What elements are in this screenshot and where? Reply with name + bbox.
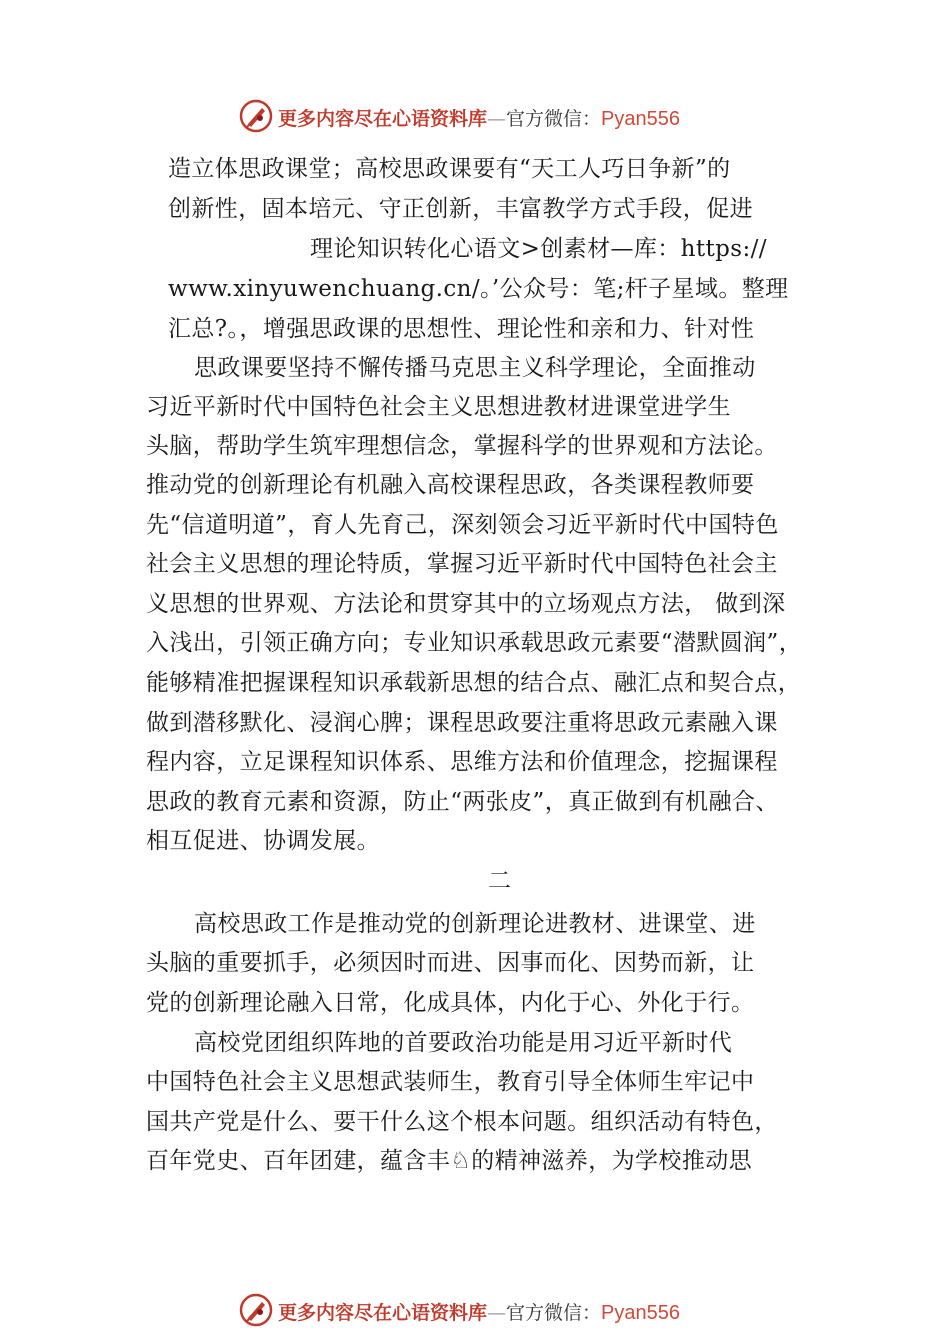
text-line: 党的创新理论融入日常，化成具体，内化于心、外化于行。 — [146, 990, 755, 1016]
text-line: 入浅出，引领正确方向；专业知识承载思政元素要“潜默圆润”， — [146, 630, 803, 656]
text-line: 习近平新时代中国特色社会主义思想进教材进课堂进学生 — [146, 394, 731, 420]
text-line: 高校思政工作是推动党的创新理论进教材、进课堂、进 — [194, 911, 756, 937]
text-line: 程内容，立足课程知识体系、思维方法和价值理念，挖掘课程 — [146, 749, 778, 775]
text-line: 义思想的世界观、方法论和贯穿其中的立场观点方法， 做到深 — [146, 591, 786, 617]
text-line: 理论知识转化心语文>创素材—库：https:// — [310, 236, 767, 262]
banner-text: 更多内容尽在心语资料库—官方微信：Pyan556 — [278, 1302, 680, 1324]
text-line: 百年党史、百年团建，蕴含丰♘的精神滋养，为学校推动思 — [146, 1148, 753, 1174]
text-line: 思政课要坚持不懈传播马克思主义科学理论，全面推动 — [194, 355, 756, 381]
banner-text: 更多内容尽在心语资料库—官方微信：Pyan556 — [278, 108, 680, 130]
text-line: 高校党团组织阵地的首要政治功能是用习近平新时代 — [194, 1030, 733, 1056]
header-banner — [0, 96, 950, 136]
text-line: 能够精准把握课程知识承载新思想的结合点、融汇点和契合点， — [146, 670, 802, 696]
text-line: 思政的教育元素和资源，防止“两张皮”，真正做到有机融合、 — [146, 789, 779, 815]
text-line: 做到潜移默化、浸润心脾；课程思政要注重将思政元素融入课 — [146, 710, 778, 736]
text-line: www.xinyuwenchuang.cn/。’公众号：笔;杆子星域。整理 — [168, 276, 789, 302]
section-heading: 二 — [488, 868, 511, 894]
text-line: 社会主义思想的理论特质，掌握习近平新时代中国特色社会主 — [146, 551, 778, 577]
text-line: 造立体思政课堂；高校思政课要有“天工人巧日争新”的 — [168, 156, 731, 182]
text-line: 头脑的重要抓手，必须因时而进、因事而化、因势而新，让 — [146, 950, 755, 976]
text-line: 相互促进、协调发展。 — [146, 828, 380, 854]
text-line: 中国特色社会主义思想武装师生，教育引导全体师生牢记中 — [146, 1069, 755, 1095]
text-line: 头脑，帮助学生筑牢理想信念，掌握科学的世界观和方法论。 — [146, 433, 778, 459]
text-line: 创新性，固本培元、守正创新，丰富教学方式手段，促进 — [168, 196, 753, 222]
text-line: 国共产党是什么、要干什么这个根本问题。组织活动有特色， — [146, 1109, 778, 1135]
text-line: 汇总?。，增强思政课的思想性、理论性和亲和力、针对性 — [168, 316, 755, 342]
text-line: 先“信道明道”，育人先育己，深刻领会习近平新时代中国特色 — [146, 512, 779, 538]
pen-logo-icon — [238, 98, 274, 134]
text-line: 推动党的创新理论有机融入高校课程思政，各类课程教师要 — [146, 472, 755, 498]
pen-logo-icon — [238, 1292, 274, 1328]
footer-banner — [0, 1290, 950, 1330]
